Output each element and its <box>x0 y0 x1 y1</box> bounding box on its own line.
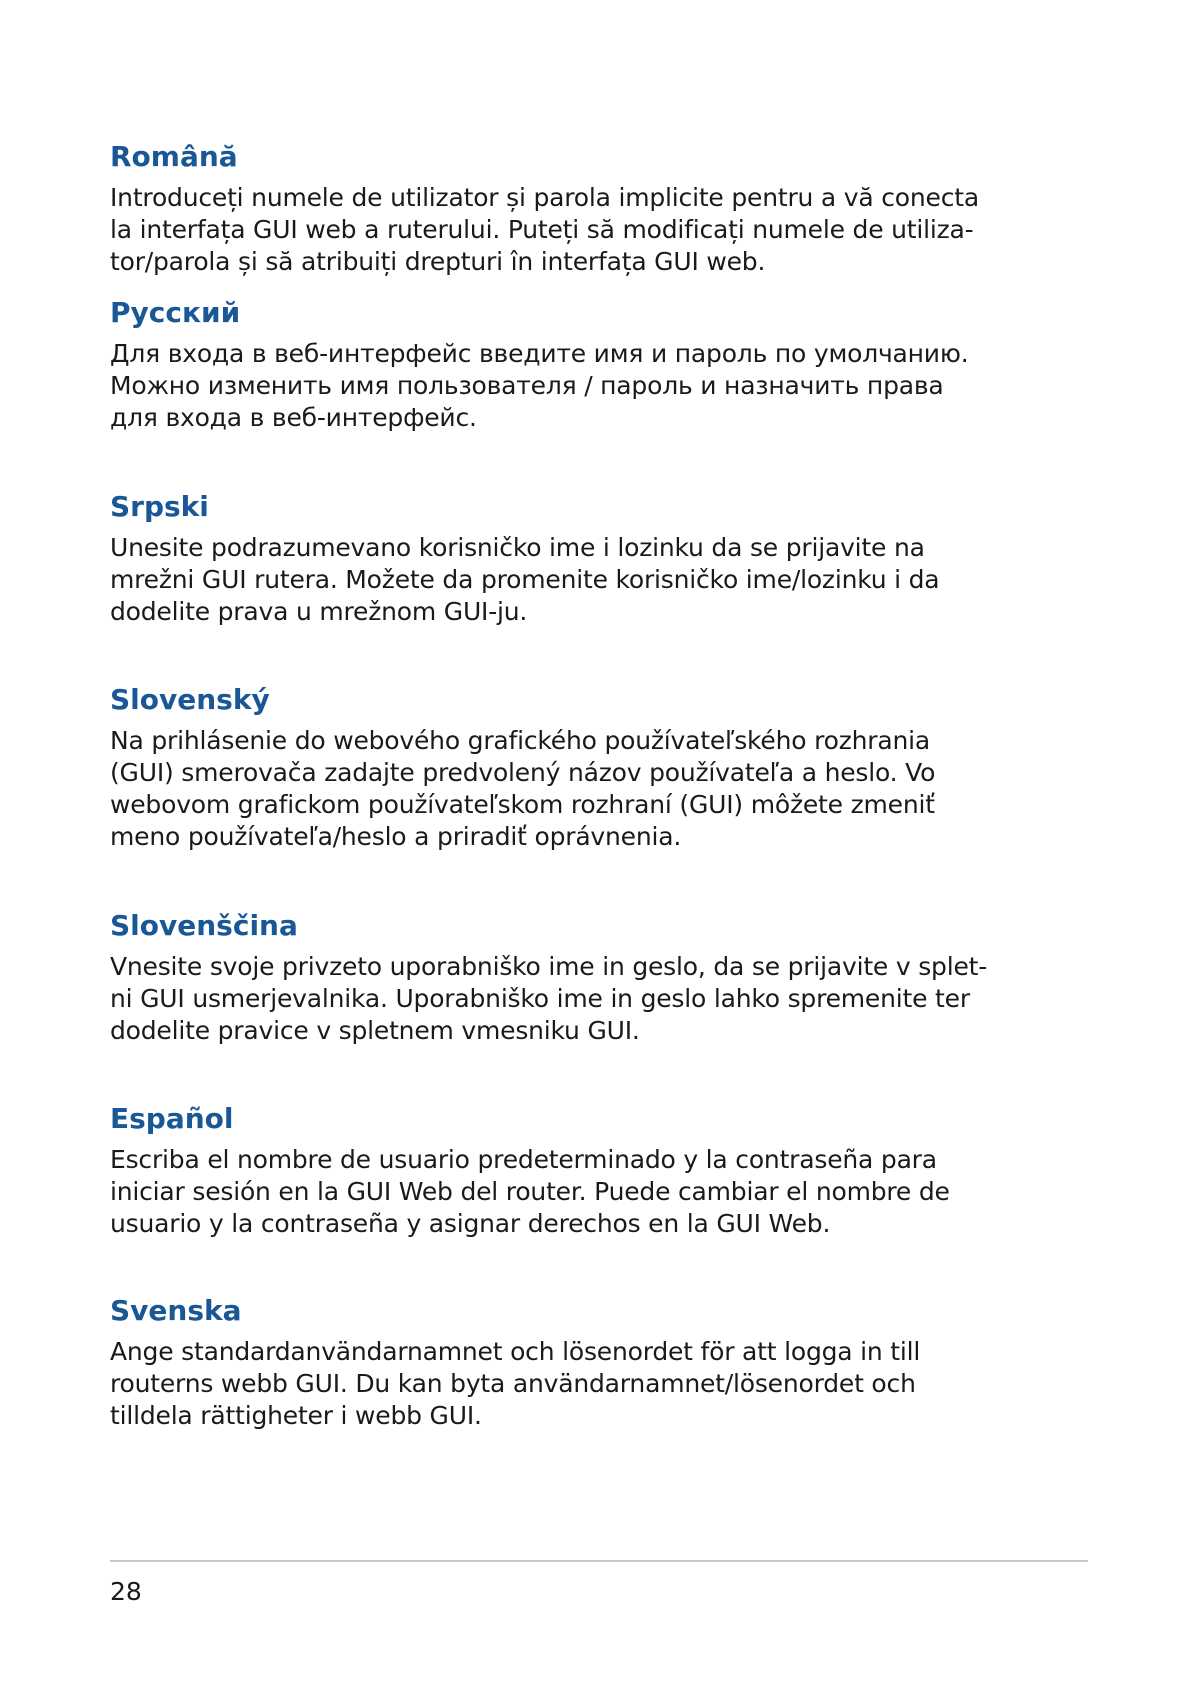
section-heading: Română <box>110 140 238 173</box>
body-line: Для входа в веб-интерфейс введите имя и пароль по умолчанию. <box>110 339 969 368</box>
section-body <box>110 1336 1090 1432</box>
section-espanol <box>110 1102 1090 1240</box>
body-line: dodelite pravice v spletnem vmesniku GUI. <box>110 1016 640 1045</box>
section-body <box>110 182 1090 278</box>
body-line: Можно изменить имя пользователя / пароль и назначить права <box>110 371 944 400</box>
section-srpski <box>110 490 1090 628</box>
body-line: Vnesite svoje privzeto uporabniško ime in geslo, da se prijavite v splet- <box>110 952 988 981</box>
section-russkiy <box>110 296 1090 434</box>
section-slovenscina <box>110 909 1090 1047</box>
section-heading: Slovenščina <box>110 909 298 942</box>
body-line: routerns webb GUI. Du kan byta användarnamnet/lösenordet och <box>110 1369 916 1398</box>
body-line: Introduceți numele de utilizator și parola implicite pentru a vă conecta <box>110 183 979 212</box>
section-body <box>110 951 1090 1047</box>
body-line: ni GUI usmerjevalnika. Uporabniško ime in geslo lahko spremenite ter <box>110 984 970 1013</box>
body-line: meno používateľa/heslo a priradiť oprávnenia. <box>110 822 682 851</box>
section-heading: Español <box>110 1102 234 1135</box>
body-line: Unesite podrazumevano korisničko ime i lozinku da se prijavite na <box>110 533 925 562</box>
section-romana <box>110 140 1090 278</box>
section-heading: Slovenský <box>110 683 270 716</box>
body-line: la interfața GUI web a ruterului. Puteți să modificați numele de utiliza- <box>110 215 974 244</box>
footer-divider <box>110 1560 1088 1562</box>
body-line: для входа в веб-интерфейс. <box>110 403 477 432</box>
body-line: Na prihlásenie do webového grafického používateľského rozhrania <box>110 726 931 755</box>
section-body <box>110 1144 1090 1240</box>
section-svenska <box>110 1294 1090 1432</box>
body-line: Escriba el nombre de usuario predeterminado y la contraseña para <box>110 1145 937 1174</box>
body-line: mrežni GUI rutera. Možete da promenite korisničko ime/lozinku i da <box>110 565 940 594</box>
body-line: webovom grafickom používateľskom rozhraní (GUI) môžete zmeniť <box>110 790 935 819</box>
section-heading: Svenska <box>110 1294 242 1327</box>
section-body <box>110 532 1090 628</box>
body-line: iniciar sesión en la GUI Web del router. Puede cambiar el nombre de <box>110 1177 950 1206</box>
section-body <box>110 725 1090 853</box>
body-line: Ange standardanvändarnamnet och lösenordet för att logga in till <box>110 1337 921 1366</box>
body-line: usuario y la contraseña y asignar derechos en la GUI Web. <box>110 1209 831 1238</box>
section-slovensky <box>110 683 1090 853</box>
body-line: (GUI) smerovača zadajte predvolený názov používateľa a heslo. Vo <box>110 758 936 787</box>
body-line: tilldela rättigheter i webb GUI. <box>110 1401 482 1430</box>
section-heading: Русский <box>110 296 241 329</box>
body-line: tor/parola și să atribuiți drepturi în interfața GUI web. <box>110 247 766 276</box>
section-body <box>110 338 1090 434</box>
section-heading: Srpski <box>110 490 209 523</box>
body-line: dodelite prava u mrežnom GUI-ju. <box>110 597 528 626</box>
page-number: 28 <box>110 1577 142 1606</box>
